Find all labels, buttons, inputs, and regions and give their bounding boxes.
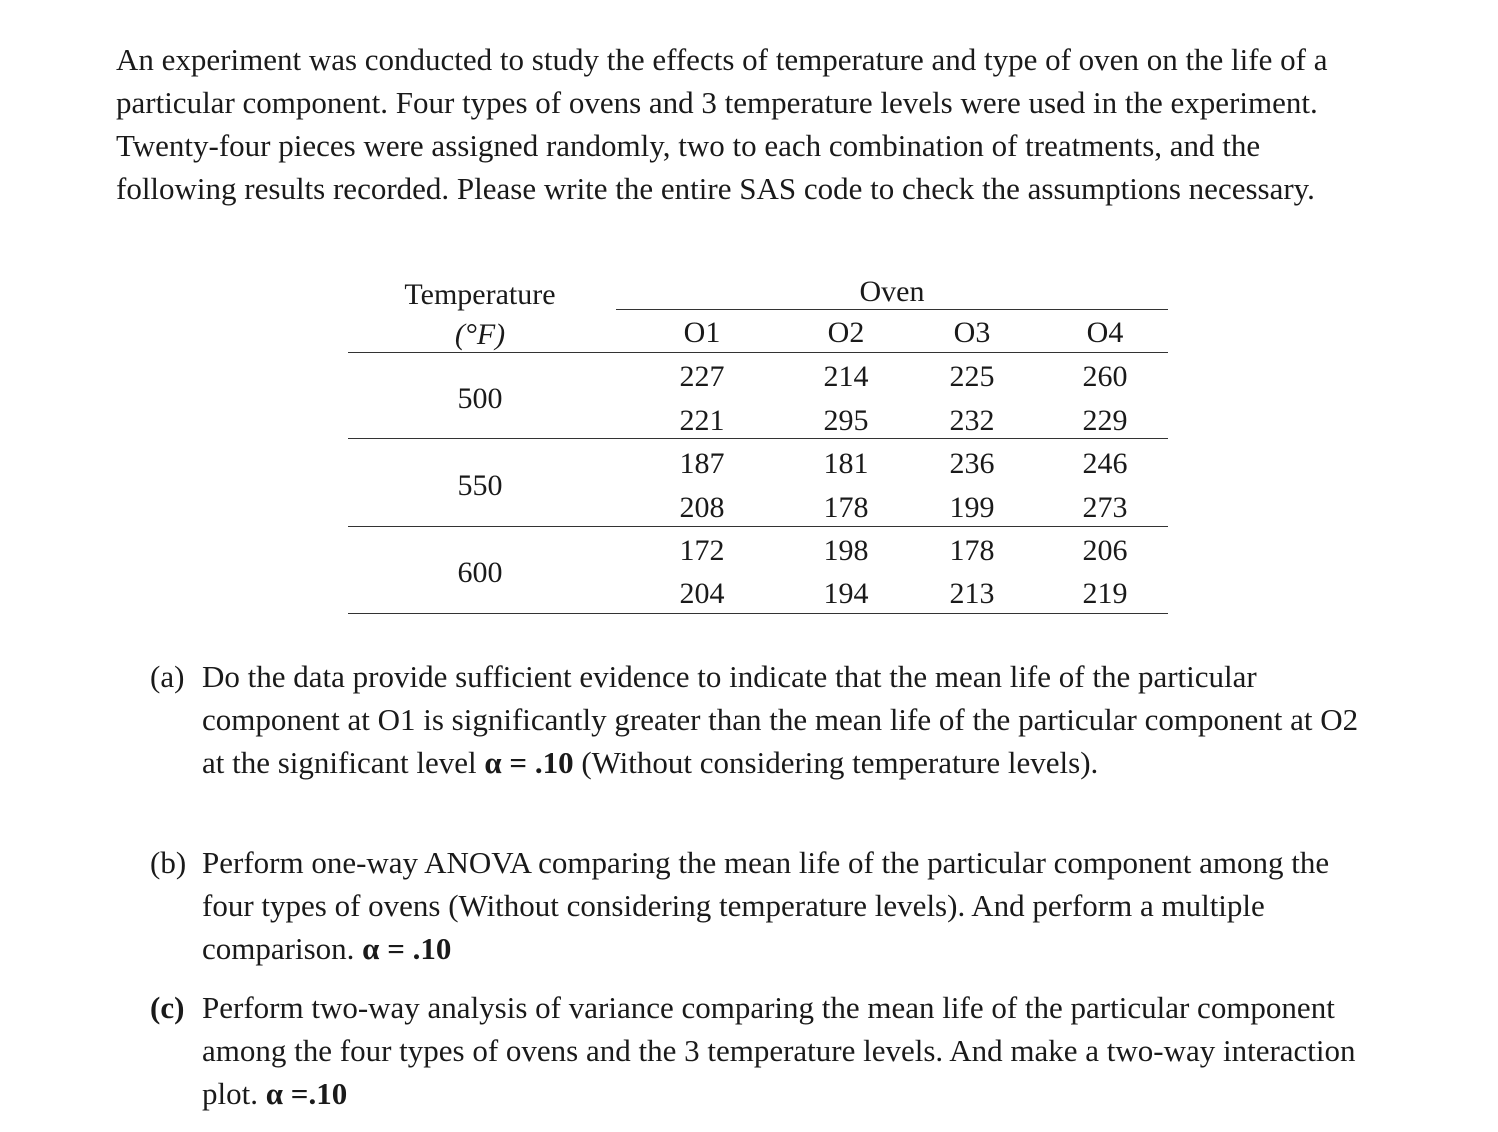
- bottom-rule: [348, 613, 1168, 614]
- cell: 246: [1082, 447, 1128, 480]
- question-c-body: [202, 986, 1370, 1115]
- oven-header-o3: O3: [953, 316, 991, 349]
- question-c: [150, 986, 1370, 1115]
- question-c-label: (c): [150, 990, 185, 1025]
- cell: 199: [949, 491, 995, 524]
- cell: 227: [679, 360, 725, 393]
- cell: 178: [949, 534, 995, 567]
- question-b: [150, 841, 1370, 970]
- question-c-alpha: α =.10: [265, 1076, 348, 1111]
- row-rule: [348, 438, 1168, 439]
- cell: 260: [1082, 360, 1128, 393]
- question-a-text: Do the data provide sufficient evidence to indicate that the mean life of the particular component at O1 is significantly greater than the mean life of the particular component at O2 at the significant level: [202, 659, 1359, 780]
- cell: 232: [949, 404, 995, 437]
- question-b-alpha: α = .10: [362, 931, 452, 966]
- cell: 229: [1082, 404, 1128, 437]
- cell: 178: [823, 491, 869, 524]
- cell: 198: [823, 534, 869, 567]
- cell: 213: [949, 577, 995, 610]
- question-a-label: (a): [150, 659, 185, 694]
- cell: 214: [823, 360, 869, 393]
- question-c-text: Perform two-way analysis of variance comparing the mean life of the particular component among the four types of ovens and the 3 temperature levels. And make a two-way interaction plot.: [202, 990, 1356, 1111]
- oven-header: Oven: [859, 275, 925, 308]
- cell: 208: [679, 491, 725, 524]
- cell: 221: [679, 404, 725, 437]
- oven-header-rule: [616, 309, 1168, 310]
- temp-label-550: 550: [457, 469, 503, 502]
- cell: 295: [823, 404, 869, 437]
- question-b-body: [202, 841, 1370, 970]
- question-a-body: [202, 655, 1370, 784]
- cell: 236: [949, 447, 995, 480]
- cell: 204: [679, 577, 725, 610]
- header-rule: [348, 352, 1168, 353]
- cell: 187: [679, 447, 725, 480]
- problem-statement: An experiment was conducted to study the effects of temperature and type of oven on the life of a particular component. Four types of ovens and 3 temperature levels were used in the experiment. Twenty-four pieces were assigned randomly, two to each combination of treatments, and the following results recorded. Please write the entire SAS code to check the assumptions necessary.: [116, 42, 1328, 206]
- temp-label-500: 500: [457, 382, 503, 415]
- cell: 194: [823, 577, 869, 610]
- question-a-tail: (Without considering temperature levels).: [581, 745, 1099, 780]
- question-a-alpha: α = .10: [484, 745, 574, 780]
- cell: 225: [949, 360, 995, 393]
- question-a: [150, 655, 1370, 784]
- question-b-label: (b): [150, 845, 187, 880]
- oven-header-o1: O1: [683, 316, 721, 349]
- oven-header-o4: O4: [1086, 316, 1124, 349]
- cell: 206: [1082, 534, 1128, 567]
- temp-label-600: 600: [457, 556, 503, 589]
- cell: 172: [679, 534, 725, 567]
- question-b-text: Perform one-way ANOVA comparing the mean life of the particular component among the four types of ovens (Without considering temperature levels). And perform a multiple comparison.: [202, 845, 1330, 966]
- cell: 273: [1082, 491, 1128, 524]
- temperature-header: Temperature: [404, 278, 556, 311]
- cell: 181: [823, 447, 869, 480]
- row-rule: [348, 526, 1168, 527]
- cell: 219: [1082, 577, 1128, 610]
- oven-header-o2: O2: [827, 316, 865, 349]
- temperature-unit: (°F): [454, 318, 506, 351]
